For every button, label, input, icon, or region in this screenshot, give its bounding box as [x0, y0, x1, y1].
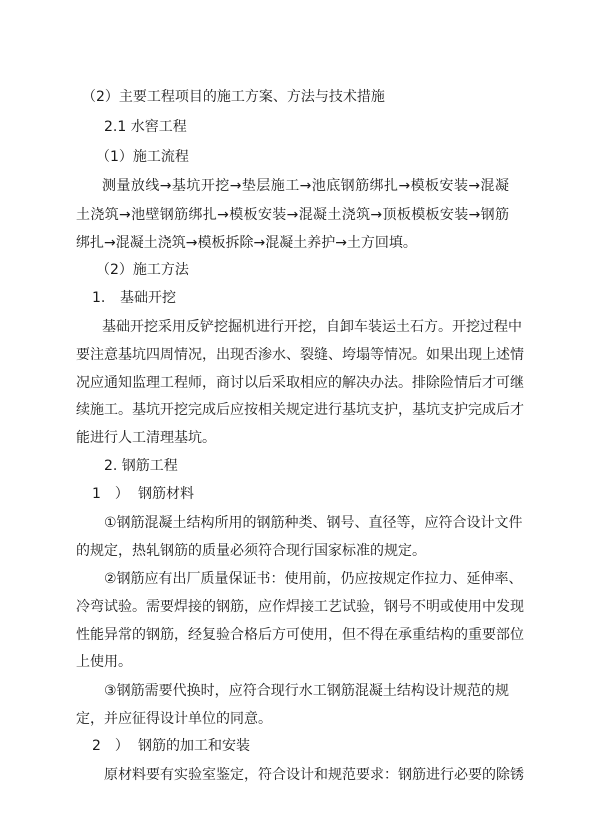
para-2-line-3: 性能异常的钢筋，经复验合格后方可使用，但不得在承重结构的重要部位 — [76, 627, 524, 643]
section-heading: （2）主要工程项目的施工方案、方法与技术措施 — [82, 89, 385, 105]
excavation-line-5: 能进行人工清理基坑。 — [76, 430, 216, 446]
para-2-line-1: ②钢筋应有出厂质量保证书：使用前，仍应按规定作拉力、延伸率、 — [104, 571, 523, 587]
sub-item-2-number: 2 ） — [92, 738, 129, 754]
para-3-line-2: 定，并应征得设计单位的同意。 — [76, 711, 272, 727]
construction-flow-heading: （1）施工流程 — [96, 149, 189, 165]
last-line: 原材料要有实验室鉴定，符合设计和规范要求：钢筋进行必要的除锈 — [104, 767, 524, 783]
flow-line-3: 绑扎→混凝土浇筑→模板拆除→混凝土养护→土方回填。 — [76, 235, 417, 251]
flow-line-1: 测量放线→基坑开挖→垫层施工→池底钢筋绑扎→模板安装→混凝 — [102, 178, 509, 194]
excavation-line-1: 基础开挖采用反铲挖掘机进行开挖，自卸车装运土石方。开挖过程中 — [102, 319, 522, 335]
para-1-line-1: ①钢筋混凝土结构所用的钢筋种类、钢号、直径等，应符合设计文件 — [104, 515, 523, 531]
item-1-title: 基础开挖 — [120, 290, 176, 306]
subsection-title-2-1: 2.1 水窖工程 — [104, 119, 187, 135]
excavation-line-2: 要注意基坑四周情况，出现否渗水、裂缝、垮塌等情况。如果出现上述情 — [76, 347, 524, 363]
sub-item-1-number: 1 ） — [92, 486, 129, 502]
para-2-line-2: 冷弯试验。需要焊接的钢筋，应作焊接工艺试验，钢号不明或使用中发现 — [76, 599, 524, 615]
para-2-line-4: 上使用。 — [76, 654, 132, 670]
sub-item-1-title: 钢筋材料 — [138, 486, 194, 502]
sub-item-2-title: 钢筋的加工和安装 — [138, 738, 250, 754]
item-2-title: 2. 钢筋工程 — [104, 458, 178, 474]
flow-line-2: 土浇筑→池壁钢筋绑扎→模板安装→混凝土浇筑→顶板模板安装→钢筋 — [76, 207, 509, 223]
construction-method-heading: （2）施工方法 — [96, 262, 189, 278]
para-3-line-1: ③钢筋需要代换时，应符合现行水工钢筋混凝土结构设计规范的规 — [104, 683, 509, 699]
para-1-line-2: 的规定，热轧钢筋的质量必须符合现行国家标准的规定。 — [76, 543, 426, 559]
item-1-number: 1. — [92, 290, 106, 306]
excavation-line-3: 况应通知监理工程师，商讨以后采取相应的解决办法。排除险情后才可继 — [76, 375, 524, 391]
excavation-line-4: 续施工。基坑开挖完成后应按相关规定进行基坑支护，基坑支护完成后才 — [76, 402, 524, 418]
